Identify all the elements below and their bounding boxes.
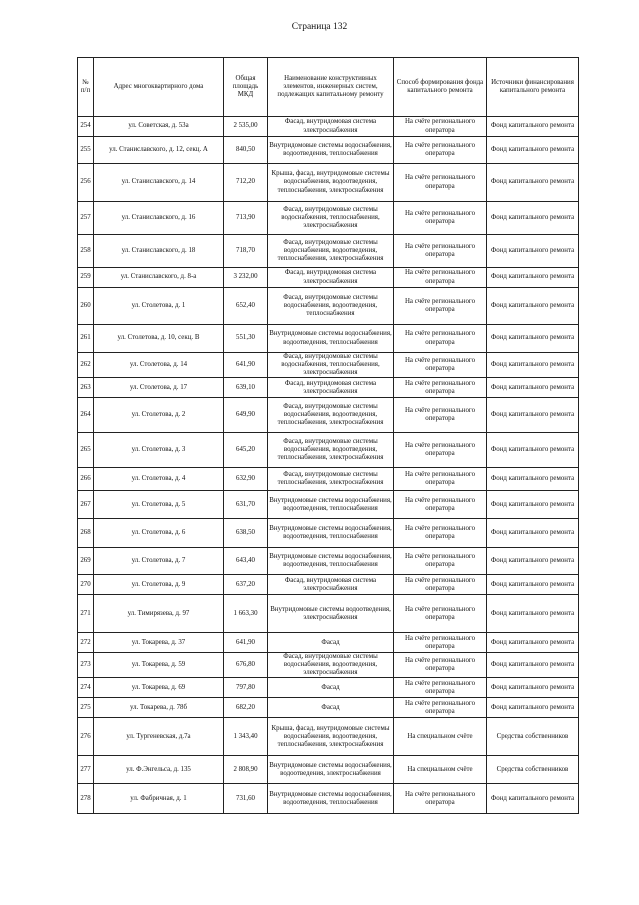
cell-address: ул. Столетова, д. 14 [94,353,224,378]
cell-address: ул. Столетова, д. 5 [94,491,224,519]
cell-num: 261 [78,325,94,353]
cell-elements: Внутридомовые системы водоснабжения, водоотведения, теплоснабжения [268,548,394,575]
cell-source: Фонд капитального ремонта [487,548,579,575]
cell-address: ул. Столетова, д. 7 [94,548,224,575]
cell-area: 638,50 [224,519,268,548]
cell-elements: Фасад, внутридомовая система электроснабжения [268,117,394,137]
cell-num: 258 [78,235,94,268]
cell-area: 652,40 [224,288,268,325]
cell-area: 632,90 [224,468,268,491]
cell-address: ул. Токарева, д. 78б [94,698,224,718]
cell-area: 645,20 [224,433,268,468]
cell-elements: Фасад, внутридомовые системы водоснабжения, водоотведения, теплоснабжения, электроснабжения [268,398,394,433]
cell-area: 797,80 [224,678,268,698]
cell-num: 277 [78,756,94,784]
cell-area: 676,80 [224,653,268,678]
table-row [78,468,579,491]
cell-num: 270 [78,575,94,595]
cell-elements: Внутридомовые системы водоснабжения, водоотведения, теплоснабжения [268,137,394,164]
cell-address: ул. Тимирязева, д. 97 [94,595,224,633]
cell-num: 264 [78,398,94,433]
cell-elements: Фасад, внутридомовые системы водоснабжения, теплоснабжения, электроснабжения [268,202,394,235]
cell-area: 682,20 [224,698,268,718]
table-row [78,575,579,595]
cell-method: На счёте регионального оператора [394,678,487,698]
cell-source: Фонд капитального ремонта [487,378,579,398]
cell-num: 266 [78,468,94,491]
cell-source: Фонд капитального ремонта [487,325,579,353]
cell-method: На счёте регионального оператора [394,575,487,595]
cell-address: ул. Станиславского, д. 8-а [94,268,224,288]
table-row [78,325,579,353]
cell-source: Фонд капитального ремонта [487,202,579,235]
cell-elements: Фасад [268,678,394,698]
cell-source: Фонд капитального ремонта [487,653,579,678]
cell-address: ул. Токарева, д. 37 [94,633,224,653]
cell-num: 276 [78,718,94,756]
cell-method: На счёте регионального оператора [394,433,487,468]
cell-address: ул. Ф.Энгельса, д. 135 [94,756,224,784]
cell-method: На специальном счёте [394,756,487,784]
cell-area: 3 232,00 [224,268,268,288]
cell-address: ул. Столетова, д. 17 [94,378,224,398]
cell-elements: Внутридомовые системы водоснабжения, водоотведения, электроснабжения [268,756,394,784]
cell-elements: Фасад, внутридомовые системы водоснабжения, водоотведения, теплоснабжения, электроснабжения [268,433,394,468]
cell-method: На счёте регионального оператора [394,137,487,164]
cell-elements: Крыша, фасад, внутридомовые системы водоснабжения, водоотведения, теплоснабжения, электроснабжения [268,718,394,756]
cell-method: На счёте регионального оператора [394,288,487,325]
table-header-row [78,58,579,117]
table-row [78,137,579,164]
header-source: Источники финансирования капитального ремонта [487,58,579,117]
cell-num: 255 [78,137,94,164]
cell-area: 718,70 [224,235,268,268]
cell-area: 641,90 [224,353,268,378]
cell-method: На счёте регионального оператора [394,784,487,814]
cell-num: 272 [78,633,94,653]
cell-area: 1 343,40 [224,718,268,756]
table-row [78,353,579,378]
cell-elements: Фасад, внутридомовые системы водоснабжения, водоотведения, теплоснабжения [268,288,394,325]
cell-address: ул. Столетова, д. 1 [94,288,224,325]
cell-address: ул. Столетова, д. 2 [94,398,224,433]
cell-address: ул. Станиславского, д. 12, секц. А [94,137,224,164]
cell-elements: Фасад, внутридомовые системы теплоснабжения, электроснабжения [268,468,394,491]
cell-elements: Внутридомовые системы водоснабжения, водоотведения, теплоснабжения [268,784,394,814]
cell-elements: Фасад, внутридомовые системы водоснабжения, водоотведения, электроснабжения [268,653,394,678]
cell-method: На специальном счёте [394,718,487,756]
cell-num: 278 [78,784,94,814]
cell-area: 641,90 [224,633,268,653]
cell-source: Фонд капитального ремонта [487,433,579,468]
table-row [78,491,579,519]
header-address: Адрес многоквартирного дома [94,58,224,117]
table-row [78,164,579,202]
cell-source: Фонд капитального ремонта [487,633,579,653]
cell-elements: Внутридомовые системы водоснабжения, водоотведения, теплоснабжения [268,519,394,548]
cell-num: 259 [78,268,94,288]
cell-elements: Фасад [268,698,394,718]
table-row [78,653,579,678]
cell-num: 273 [78,653,94,678]
cell-area: 551,30 [224,325,268,353]
cell-address: ул. Советская, д. 53а [94,117,224,137]
cell-area: 731,60 [224,784,268,814]
cell-address: ул. Станиславского, д. 16 [94,202,224,235]
cell-area: 639,10 [224,378,268,398]
cell-area: 1 663,30 [224,595,268,633]
table-row [78,519,579,548]
cell-elements: Фасад, внутридомовая система электроснабжения [268,378,394,398]
cell-elements: Фасад, внутридомовые системы водоснабжения, теплоснабжения, электроснабжения [268,353,394,378]
table-row [78,784,579,814]
cell-address: ул. Столетова, д. 9 [94,575,224,595]
cell-area: 643,40 [224,548,268,575]
cell-source: Фонд капитального ремонта [487,595,579,633]
cell-num: 262 [78,353,94,378]
cell-area: 649,90 [224,398,268,433]
cell-num: 267 [78,491,94,519]
cell-elements: Крыша, фасад, внутридомовые системы водоснабжения, водоотведения, теплоснабжения, электроснабжения [268,164,394,202]
cell-address: ул. Столетова, д. 3 [94,433,224,468]
cell-area: 840,50 [224,137,268,164]
cell-area: 712,20 [224,164,268,202]
cell-address: ул. Тургеневская, д.7а [94,718,224,756]
cell-area: 2 808,90 [224,756,268,784]
cell-address: ул. Станиславского, д. 18 [94,235,224,268]
table-row [78,595,579,633]
cell-num: 257 [78,202,94,235]
cell-source: Фонд капитального ремонта [487,235,579,268]
cell-source: Средства собственников [487,718,579,756]
cell-area: 713,90 [224,202,268,235]
cell-source: Фонд капитального ремонта [487,288,579,325]
table-row [78,378,579,398]
cell-source: Фонд капитального ремонта [487,698,579,718]
cell-num: 274 [78,678,94,698]
table-row [78,202,579,235]
cell-source: Фонд капитального ремонта [487,164,579,202]
cell-num: 269 [78,548,94,575]
cell-source: Фонд капитального ремонта [487,519,579,548]
cell-elements: Фасад, внутридомовые системы водоснабжения, водоотведения, теплоснабжения, электроснабжения [268,235,394,268]
cell-area: 637,20 [224,575,268,595]
table-row [78,678,579,698]
cell-method: На счёте регионального оператора [394,653,487,678]
cell-source: Фонд капитального ремонта [487,575,579,595]
cell-method: На счёте регионального оператора [394,268,487,288]
cell-source: Фонд капитального ремонта [487,353,579,378]
cell-method: На счёте регионального оператора [394,698,487,718]
cell-method: На счёте регионального оператора [394,398,487,433]
cell-address: ул. Токарева, д. 59 [94,653,224,678]
cell-num: 275 [78,698,94,718]
cell-address: ул. Фабричная, д. 1 [94,784,224,814]
cell-source: Фонд капитального ремонта [487,137,579,164]
page-title: Страница 132 [291,22,348,32]
cell-method: На счёте регионального оператора [394,468,487,491]
table-row [78,288,579,325]
cell-num: 263 [78,378,94,398]
cell-method: На счёте регионального оператора [394,164,487,202]
header-elements: Наименование конструктивных элементов, инженерных систем, подлежащих капитальному ремонту [268,58,394,117]
cell-num: 260 [78,288,94,325]
cell-address: ул. Столетова, д. 6 [94,519,224,548]
cell-method: На счёте регионального оператора [394,519,487,548]
cell-source: Средства собственников [487,756,579,784]
table-row [78,268,579,288]
cell-method: На счёте регионального оператора [394,548,487,575]
cell-source: Фонд капитального ремонта [487,398,579,433]
cell-num: 271 [78,595,94,633]
cell-method: На счёте регионального оператора [394,353,487,378]
table-row [78,433,579,468]
cell-elements: Внутридомовые системы водоснабжения, водоотведения, теплоснабжения [268,491,394,519]
table-body [78,117,579,814]
cell-source: Фонд капитального ремонта [487,468,579,491]
table-row [78,633,579,653]
cell-address: ул. Столетова, д. 4 [94,468,224,491]
cell-source: Фонд капитального ремонта [487,491,579,519]
cell-elements: Фасад, внутридомовая система электроснабжения [268,268,394,288]
cell-num: 268 [78,519,94,548]
header-method: Способ формирования фонда капитального ремонта [394,58,487,117]
table-row [78,756,579,784]
capital-repair-table [77,57,579,814]
table-row [78,398,579,433]
table-row [78,698,579,718]
cell-source: Фонд капитального ремонта [487,117,579,137]
cell-method: На счёте регионального оператора [394,202,487,235]
cell-elements: Фасад [268,633,394,653]
header-num: № п/п [78,58,94,117]
cell-elements: Внутридомовые системы водоснабжения, водоотведения, теплоснабжения [268,325,394,353]
cell-method: На счёте регионального оператора [394,117,487,137]
cell-area: 631,70 [224,491,268,519]
table-row [78,117,579,137]
cell-source: Фонд капитального ремонта [487,268,579,288]
cell-address: ул. Токарева, д. 69 [94,678,224,698]
table-row [78,548,579,575]
cell-address: ул. Столетова, д. 10, секц. В [94,325,224,353]
cell-method: На счёте регионального оператора [394,325,487,353]
cell-elements: Фасад, внутридомовая система электроснабжения [268,575,394,595]
cell-area: 2 535,00 [224,117,268,137]
cell-num: 265 [78,433,94,468]
cell-address: ул. Станиславского, д. 14 [94,164,224,202]
cell-source: Фонд капитального ремонта [487,784,579,814]
cell-method: На счёте регионального оператора [394,491,487,519]
cell-method: На счёте регионального оператора [394,235,487,268]
cell-method: На счёте регионального оператора [394,595,487,633]
cell-source: Фонд капитального ремонта [487,678,579,698]
table-row [78,235,579,268]
cell-num: 254 [78,117,94,137]
cell-elements: Внутридомовые системы водоотведения, электроснабжения [268,595,394,633]
table-row [78,718,579,756]
cell-num: 256 [78,164,94,202]
header-area: Общая площадь МКД [224,58,268,117]
cell-method: На счёте регионального оператора [394,633,487,653]
cell-method: На счёте регионального оператора [394,378,487,398]
